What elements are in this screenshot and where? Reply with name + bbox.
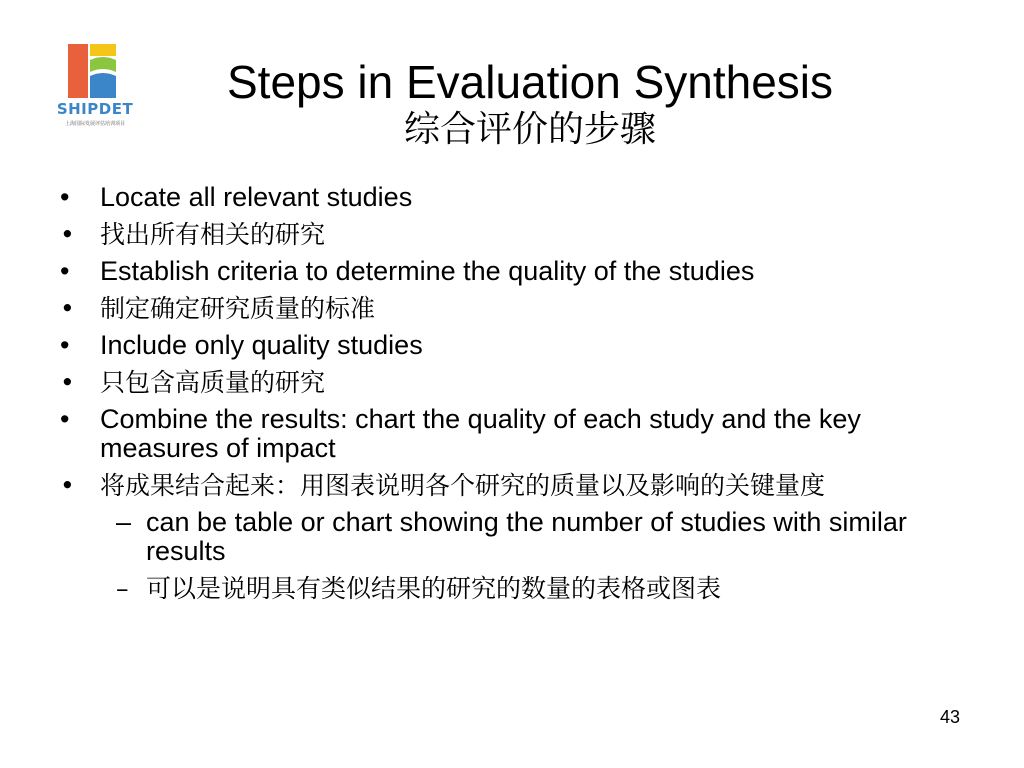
logo-mark-icon (50, 40, 140, 102)
slide-content (58, 183, 958, 611)
bullet-item (58, 183, 958, 212)
sub-bullet-text: can be table or chart showing the number of studies with similar results (146, 507, 907, 566)
logo-text: SHIPDET (56, 100, 134, 118)
logo-subtext: 上海国际发展评估培训项目 (64, 121, 125, 127)
sub-bullet-item (58, 508, 958, 566)
bullet-item (58, 331, 958, 360)
slide-title: Steps in Evaluation Synthesis (226, 56, 834, 108)
bullet-item (58, 405, 958, 463)
bullet-icon: • (60, 330, 70, 360)
sub-bullet-item (58, 574, 958, 603)
bullet-item (58, 294, 958, 323)
bullet-text: Locate all relevant studies (100, 182, 413, 212)
bullet-icon: • (60, 404, 70, 434)
bullet-item (58, 471, 958, 500)
dash-icon: – (116, 574, 129, 603)
bullet-item (58, 257, 958, 286)
dash-icon: – (116, 507, 132, 537)
title-block (140, 55, 920, 151)
bullet-icon: • (60, 220, 75, 249)
bullet-icon: • (60, 294, 75, 323)
slide-subtitle: 综合评价的步骤 (403, 109, 656, 150)
bullet-item (58, 220, 958, 249)
sub-bullet-text: 可以是说明具有类似结果的研究的数量的表格或图表 (146, 574, 722, 603)
page-number: 43 (940, 707, 961, 727)
bullet-text: Include only quality studies (100, 330, 423, 360)
bullet-text: Establish criteria to determine the quality of the studies (100, 256, 755, 286)
bullet-icon: • (60, 182, 70, 212)
bullet-text: Combine the results: chart the quality of each study and the key measures of impact (100, 404, 861, 463)
bullet-text: 只包含高质量的研究 (100, 368, 326, 397)
bullet-icon: • (60, 471, 75, 500)
shipdet-logo (50, 40, 140, 132)
bullet-icon: • (60, 368, 75, 397)
bullet-icon: • (60, 256, 70, 286)
bullet-text: 将成果结合起来：用图表说明各个研究的质量以及影响的关键量度 (100, 471, 826, 500)
bullet-item (58, 368, 958, 397)
bullet-text: 制定确定研究质量的标准 (100, 294, 376, 323)
bullet-text: 找出所有相关的研究 (100, 220, 326, 249)
